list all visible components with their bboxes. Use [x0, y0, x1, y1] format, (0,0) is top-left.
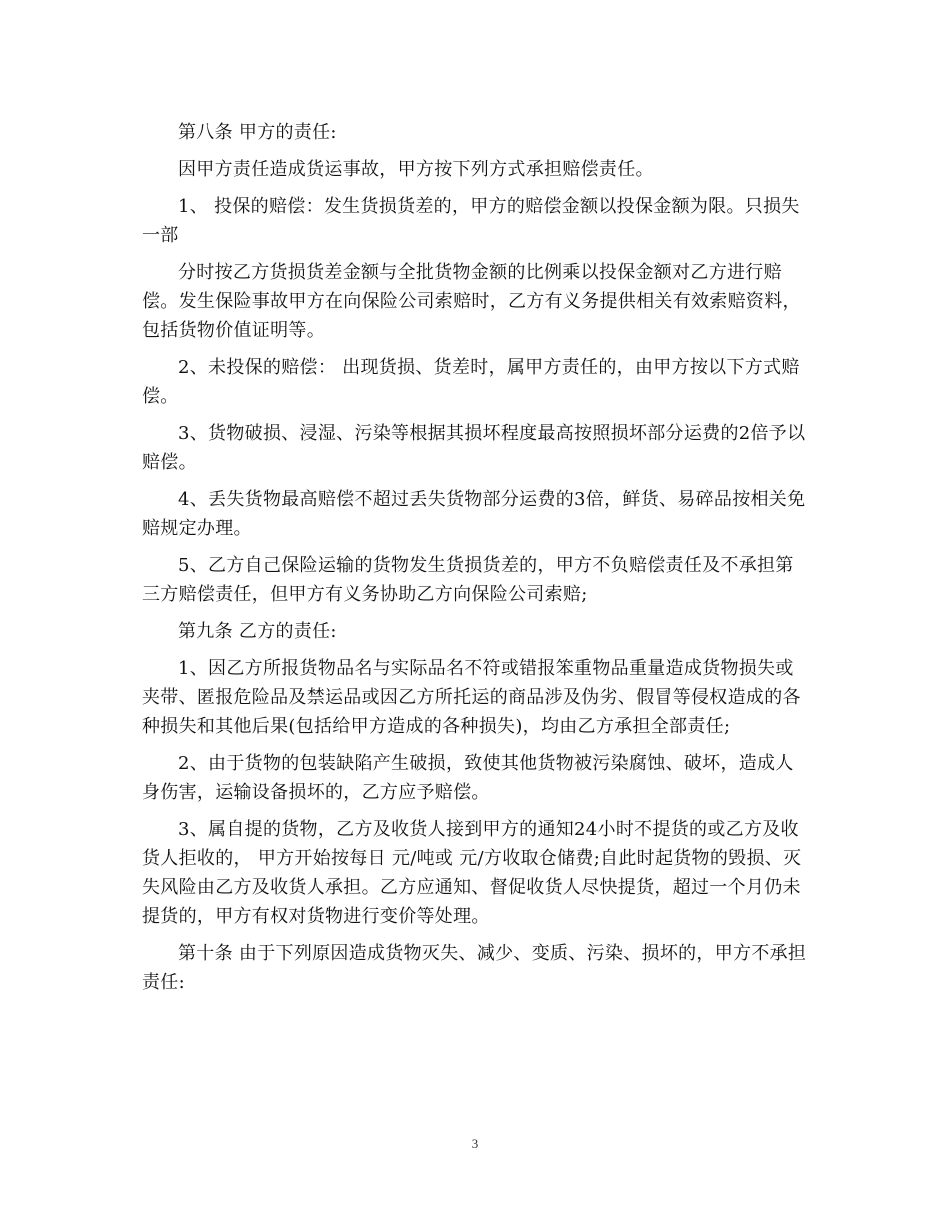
article-8-item-5: 5、乙方自己保险运输的货物发生货损货差的，甲方不负赔偿责任及不承担第三方赔偿责任，但甲方有义务协助乙方向保险公司索赔;: [142, 555, 794, 605]
document-body: [142, 118, 810, 1005]
article-8-intro: 因甲方责任造成货运事故，甲方按下列方式承担赔偿责任。: [178, 159, 654, 180]
page-number: 3: [471, 1136, 479, 1151]
article-8-item-4: 4、丢失货物最高赔偿不超过丢失货物部分运费的3倍，鲜货、易碎品按相关免赔规定办理。: [142, 489, 806, 539]
article-9-heading: 第九条 乙方的责任:: [178, 621, 337, 642]
article-9-item-1: 1、因乙方所报货物品名与实际品名不符或错报笨重物品重量造成货物损失或夹带、匿报危险品及禁运品或因乙方所托运的商品涉及伪劣、假冒等侵权造成的各种损失和其他后果(包括给甲方造成的各种损失)，均由乙方承担全部责任;: [142, 658, 801, 737]
article-8-heading: 第八条 甲方的责任:: [178, 122, 337, 143]
article-8-item-1-continued: 分时按乙方货损货差金额与全批货物金额的比例乘以投保金额对乙方进行赔偿。发生保险事故甲方在向保险公司索赔时，乙方有义务提供相关有效索赔资料，包括货物价值证明等。: [142, 262, 801, 341]
article-8-item-2: 2、未投保的赔偿： 出现货损、货差时，属甲方责任的，由甲方按以下方式赔偿。: [142, 357, 800, 407]
article-8-item-3: 3、货物破损、浸湿、污染等根据其损坏程度最高按照损坏部分运费的2倍予以赔偿。: [142, 423, 806, 473]
article-9-item-2: 2、由于货物的包装缺陷产生破损，致使其他货物被污染腐蚀、破坏，造成人身伤害，运输设备损坏的，乙方应予赔偿。: [142, 753, 794, 803]
article-9-item-3: 3、属自提的货物，乙方及收货人接到甲方的通知24小时不提货的或乙方及收货人拒收的， 甲方开始按每日 元/吨或 元/方收取仓储费;自此时起货物的毁损、灭失风险由乙方及收货人承担。乙方应通知、督促收货人尽快提货，超过一个月仍未提货的，甲方有权对货物进行变价等处理。: [142, 819, 802, 927]
article-8-item-1: 1、 投保的赔偿：发生货损货差的，甲方的赔偿金额以投保金额为限。只损失一部: [142, 196, 800, 246]
article-10-heading: 第十条 由于下列原因造成货物灭失、减少、变质、污染、损坏的，甲方不承担责任:: [142, 943, 807, 993]
